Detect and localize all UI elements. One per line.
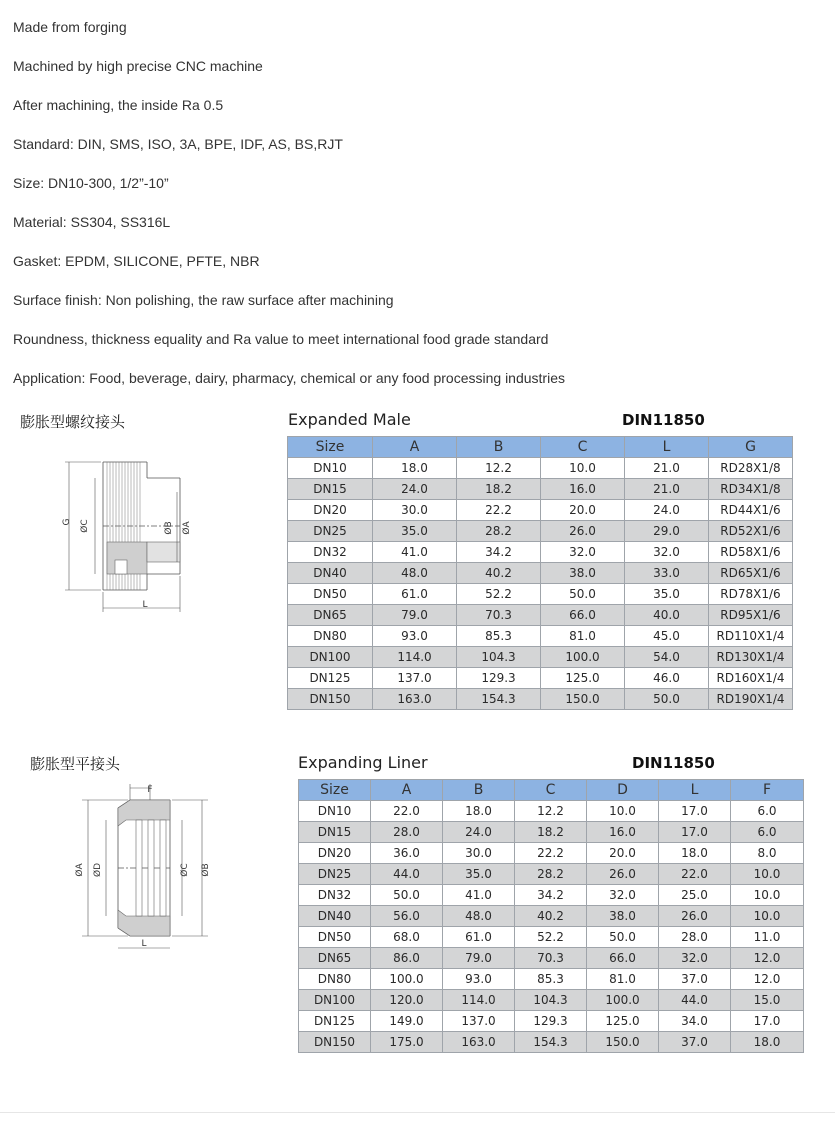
value-cell: 18.0 (731, 1032, 804, 1053)
value-cell: 114.0 (373, 647, 457, 668)
value-cell: RD130X1/4 (709, 647, 793, 668)
size-cell: DN100 (288, 647, 373, 668)
size-cell: DN100 (299, 990, 371, 1011)
table-row (299, 801, 804, 822)
size-cell: DN150 (299, 1032, 371, 1053)
drawing-label-a: ØA (75, 863, 85, 877)
value-cell: 32.0 (625, 542, 709, 563)
value-cell: 22.0 (371, 801, 443, 822)
spec-line-application: Application: Food, beverage, dairy, pharmacy, chemical or any food processing industries (13, 370, 565, 386)
value-cell: 26.0 (659, 906, 731, 927)
value-cell: 45.0 (625, 626, 709, 647)
column-header-l: L (625, 437, 709, 458)
value-cell: 154.3 (457, 689, 541, 710)
column-header-size: Size (288, 437, 373, 458)
value-cell: 18.0 (659, 843, 731, 864)
value-cell: 48.0 (373, 563, 457, 584)
value-cell: 35.0 (443, 864, 515, 885)
value-cell: 114.0 (443, 990, 515, 1011)
drawing-label-l: L (141, 939, 147, 949)
value-cell: 32.0 (541, 542, 625, 563)
section1-table-title: Expanded Male (288, 410, 411, 429)
size-cell: DN50 (299, 927, 371, 948)
drawing-label-f: F (147, 785, 153, 795)
table-header-row (288, 437, 793, 458)
value-cell: 32.0 (587, 885, 659, 906)
column-header-f: F (731, 780, 804, 801)
table-row (299, 1011, 804, 1032)
value-cell: 12.2 (457, 458, 541, 479)
value-cell: 66.0 (587, 948, 659, 969)
value-cell: 104.3 (515, 990, 587, 1011)
table-row (299, 843, 804, 864)
value-cell: 48.0 (443, 906, 515, 927)
value-cell: 32.0 (659, 948, 731, 969)
value-cell: 18.2 (457, 479, 541, 500)
value-cell: 149.0 (371, 1011, 443, 1032)
value-cell: RD95X1/6 (709, 605, 793, 626)
value-cell: 81.0 (587, 969, 659, 990)
size-cell: DN32 (288, 542, 373, 563)
column-header-d: D (587, 780, 659, 801)
spec-line-surface: Surface finish: Non polishing, the raw surface after machining (13, 292, 394, 308)
expanding-liner-table (298, 779, 804, 1053)
size-cell: DN20 (299, 843, 371, 864)
value-cell: 24.0 (443, 822, 515, 843)
value-cell: 25.0 (659, 885, 731, 906)
value-cell: 68.0 (371, 927, 443, 948)
value-cell: 175.0 (371, 1032, 443, 1053)
value-cell: 16.0 (587, 822, 659, 843)
value-cell: 26.0 (541, 521, 625, 542)
value-cell: 10.0 (587, 801, 659, 822)
value-cell: 44.0 (371, 864, 443, 885)
size-cell: DN65 (299, 948, 371, 969)
value-cell: 129.3 (515, 1011, 587, 1032)
value-cell: 17.0 (659, 801, 731, 822)
drawing-label-a: ØA (182, 521, 192, 535)
value-cell: 154.3 (515, 1032, 587, 1053)
table-row (288, 521, 793, 542)
value-cell: 85.3 (515, 969, 587, 990)
value-cell: 29.0 (625, 521, 709, 542)
value-cell: 28.2 (515, 864, 587, 885)
value-cell: 40.0 (625, 605, 709, 626)
column-header-c: C (515, 780, 587, 801)
table-row (299, 864, 804, 885)
value-cell: 18.0 (373, 458, 457, 479)
size-cell: DN40 (299, 906, 371, 927)
value-cell: 34.2 (515, 885, 587, 906)
value-cell: 28.2 (457, 521, 541, 542)
value-cell: 8.0 (731, 843, 804, 864)
size-cell: DN25 (288, 521, 373, 542)
value-cell: 50.0 (371, 885, 443, 906)
table-row (299, 969, 804, 990)
value-cell: 163.0 (373, 689, 457, 710)
value-cell: 37.0 (659, 969, 731, 990)
value-cell: RD52X1/6 (709, 521, 793, 542)
size-cell: DN10 (299, 801, 371, 822)
value-cell: 15.0 (731, 990, 804, 1011)
value-cell: 22.2 (515, 843, 587, 864)
value-cell: 93.0 (373, 626, 457, 647)
spec-line-size: Size: DN10-300, 1/2”-10” (13, 175, 169, 191)
value-cell: RD58X1/6 (709, 542, 793, 563)
value-cell: 21.0 (625, 458, 709, 479)
section1-standard: DIN11850 (622, 411, 705, 429)
expanded-male-table (287, 436, 793, 710)
size-cell: DN80 (288, 626, 373, 647)
value-cell: 12.2 (515, 801, 587, 822)
value-cell: 10.0 (731, 906, 804, 927)
value-cell: 22.0 (659, 864, 731, 885)
table-row (288, 542, 793, 563)
size-cell: DN20 (288, 500, 373, 521)
value-cell: 44.0 (659, 990, 731, 1011)
value-cell: 26.0 (587, 864, 659, 885)
table-row (288, 563, 793, 584)
value-cell: 24.0 (373, 479, 457, 500)
value-cell: 50.0 (541, 584, 625, 605)
value-cell: 163.0 (443, 1032, 515, 1053)
value-cell: RD110X1/4 (709, 626, 793, 647)
value-cell: 6.0 (731, 822, 804, 843)
value-cell: 85.3 (457, 626, 541, 647)
size-cell: DN65 (288, 605, 373, 626)
size-cell: DN15 (299, 822, 371, 843)
table-row (299, 927, 804, 948)
value-cell: 20.0 (541, 500, 625, 521)
value-cell: RD160X1/4 (709, 668, 793, 689)
table-row (299, 822, 804, 843)
drawing-label-c: ØC (80, 519, 90, 533)
value-cell: 46.0 (625, 668, 709, 689)
value-cell: 100.0 (541, 647, 625, 668)
drawing-label-d: ØD (93, 862, 103, 878)
table-row (288, 626, 793, 647)
value-cell: 100.0 (587, 990, 659, 1011)
value-cell: 66.0 (541, 605, 625, 626)
table-header-row (299, 780, 804, 801)
value-cell: 21.0 (625, 479, 709, 500)
value-cell: 37.0 (659, 1032, 731, 1053)
value-cell: 6.0 (731, 801, 804, 822)
spec-line-roundness: Roundness, thickness equality and Ra value to meet international food grade standard (13, 331, 549, 347)
value-cell: 61.0 (443, 927, 515, 948)
expanded-male-drawing (55, 450, 195, 615)
size-cell: DN15 (288, 479, 373, 500)
value-cell: 16.0 (541, 479, 625, 500)
column-header-g: G (709, 437, 793, 458)
value-cell: 120.0 (371, 990, 443, 1011)
section2-table-title: Expanding Liner (298, 753, 428, 772)
value-cell: 11.0 (731, 927, 804, 948)
value-cell: 38.0 (587, 906, 659, 927)
value-cell: 81.0 (541, 626, 625, 647)
value-cell: 137.0 (443, 1011, 515, 1032)
value-cell: 24.0 (625, 500, 709, 521)
value-cell: 28.0 (659, 927, 731, 948)
size-cell: DN40 (288, 563, 373, 584)
size-cell: DN80 (299, 969, 371, 990)
value-cell: 28.0 (371, 822, 443, 843)
column-header-a: A (371, 780, 443, 801)
value-cell: RD190X1/4 (709, 689, 793, 710)
value-cell: 86.0 (371, 948, 443, 969)
value-cell: 56.0 (371, 906, 443, 927)
size-cell: DN150 (288, 689, 373, 710)
column-header-a: A (373, 437, 457, 458)
value-cell: 30.0 (373, 500, 457, 521)
table-row (288, 458, 793, 479)
section1-cn-title: 膨胀型螺纹接头 (20, 413, 126, 431)
value-cell: RD78X1/6 (709, 584, 793, 605)
value-cell: 36.0 (371, 843, 443, 864)
value-cell: RD28X1/8 (709, 458, 793, 479)
column-header-size: Size (299, 780, 371, 801)
value-cell: 100.0 (371, 969, 443, 990)
table-row (299, 948, 804, 969)
footer-divider (0, 1112, 835, 1113)
value-cell: 150.0 (587, 1032, 659, 1053)
column-header-b: B (443, 780, 515, 801)
drawing-label-l: L (142, 600, 148, 610)
value-cell: 104.3 (457, 647, 541, 668)
value-cell: 41.0 (443, 885, 515, 906)
value-cell: RD44X1/6 (709, 500, 793, 521)
value-cell: 34.2 (457, 542, 541, 563)
value-cell: 54.0 (625, 647, 709, 668)
size-cell: DN125 (299, 1011, 371, 1032)
drawing-label-g: G (62, 518, 72, 526)
table-row (299, 990, 804, 1011)
table-row (288, 584, 793, 605)
value-cell: 52.2 (515, 927, 587, 948)
value-cell: 17.0 (659, 822, 731, 843)
column-header-b: B (457, 437, 541, 458)
value-cell: 70.3 (457, 605, 541, 626)
value-cell: RD34X1/8 (709, 479, 793, 500)
value-cell: 93.0 (443, 969, 515, 990)
drawing-label-b: ØB (164, 521, 174, 535)
column-header-l: L (659, 780, 731, 801)
value-cell: 61.0 (373, 584, 457, 605)
value-cell: 12.0 (731, 969, 804, 990)
spec-line-ra: After machining, the inside Ra 0.5 (13, 97, 224, 113)
value-cell: 137.0 (373, 668, 457, 689)
value-cell: 17.0 (731, 1011, 804, 1032)
value-cell: 10.0 (541, 458, 625, 479)
value-cell: 125.0 (587, 1011, 659, 1032)
value-cell: 10.0 (731, 864, 804, 885)
value-cell: 38.0 (541, 563, 625, 584)
value-cell: 125.0 (541, 668, 625, 689)
value-cell: 150.0 (541, 689, 625, 710)
table-row (288, 479, 793, 500)
spec-line-machining: Machined by high precise CNC machine (13, 58, 263, 74)
drawing-label-b: ØB (201, 863, 211, 877)
spec-line-standard: Standard: DIN, SMS, ISO, 3A, BPE, IDF, AS, BS,RJT (13, 136, 343, 152)
value-cell: 40.2 (457, 563, 541, 584)
size-cell: DN10 (288, 458, 373, 479)
value-cell: 79.0 (443, 948, 515, 969)
value-cell: 34.0 (659, 1011, 731, 1032)
value-cell: 129.3 (457, 668, 541, 689)
value-cell: 50.0 (625, 689, 709, 710)
value-cell: 50.0 (587, 927, 659, 948)
value-cell: 70.3 (515, 948, 587, 969)
table-row (288, 689, 793, 710)
value-cell: 12.0 (731, 948, 804, 969)
value-cell: 10.0 (731, 885, 804, 906)
size-cell: DN32 (299, 885, 371, 906)
table-row (288, 647, 793, 668)
value-cell: 20.0 (587, 843, 659, 864)
value-cell: 40.2 (515, 906, 587, 927)
table-row (288, 605, 793, 626)
drawing-label-c: ØC (180, 863, 190, 877)
value-cell: 41.0 (373, 542, 457, 563)
size-cell: DN25 (299, 864, 371, 885)
table-row (299, 885, 804, 906)
spec-line-material: Material: SS304, SS316L (13, 214, 171, 230)
table-row (299, 906, 804, 927)
value-cell: 35.0 (373, 521, 457, 542)
column-header-c: C (541, 437, 625, 458)
size-cell: DN50 (288, 584, 373, 605)
value-cell: 35.0 (625, 584, 709, 605)
value-cell: 79.0 (373, 605, 457, 626)
value-cell: 22.2 (457, 500, 541, 521)
value-cell: RD65X1/6 (709, 563, 793, 584)
value-cell: 52.2 (457, 584, 541, 605)
value-cell: 30.0 (443, 843, 515, 864)
value-cell: 18.0 (443, 801, 515, 822)
value-cell: 18.2 (515, 822, 587, 843)
size-cell: DN125 (288, 668, 373, 689)
table-row (299, 1032, 804, 1053)
expanding-liner-drawing (70, 780, 230, 955)
spec-line-gasket: Gasket: EPDM, SILICONE, PFTE, NBR (13, 253, 260, 269)
section2-cn-title: 膨胀型平接头 (30, 755, 121, 773)
table-row (288, 500, 793, 521)
section2-standard: DIN11850 (632, 754, 715, 772)
table-row (288, 668, 793, 689)
spec-line-forging: Made from forging (13, 19, 127, 35)
value-cell: 33.0 (625, 563, 709, 584)
